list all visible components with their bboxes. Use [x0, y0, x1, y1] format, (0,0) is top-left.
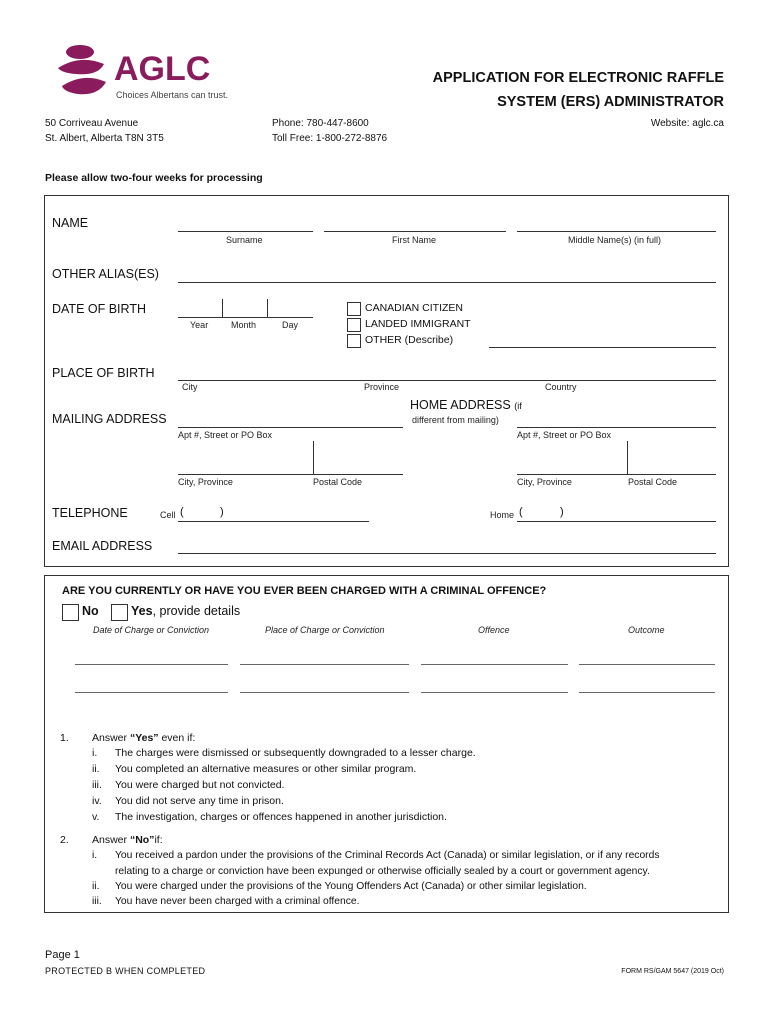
no-item-text: You have never been charged with a criminal offence. — [115, 896, 360, 907]
yes-item-num: iii. — [92, 779, 102, 791]
yes-item-num: ii. — [92, 763, 100, 775]
col-place-header: Place of Charge or Conviction — [265, 625, 385, 635]
home-paren-open: ( — [519, 506, 523, 518]
offence-field[interactable] — [421, 692, 568, 693]
dob-divider — [222, 299, 223, 317]
no-checkbox[interactable] — [62, 604, 79, 621]
yes-item-text: You did not serve any time in prison. — [115, 795, 284, 807]
first-name-caption: First Name — [392, 235, 437, 245]
yes-text: Yes — [131, 604, 153, 618]
logo-text: AGLC — [114, 50, 211, 88]
yes-label — [131, 604, 240, 618]
home-address-label — [410, 398, 522, 412]
offence-field[interactable] — [421, 664, 568, 665]
yes-item — [92, 779, 284, 791]
home-street-caption: Apt #, Street or PO Box — [517, 430, 612, 440]
col-outcome-header: Outcome — [628, 625, 665, 635]
mailing-city-caption: City, Province — [178, 477, 233, 487]
no-item-text: You received a pardon under the provisions of the Criminal Records Act (Canada) or similar legislation, or if any records — [115, 850, 660, 861]
home-postal-caption: Postal Code — [628, 477, 678, 487]
no-item — [92, 881, 587, 892]
phone: Phone: 780-447-8600 — [272, 118, 369, 129]
yes-even-if: even if: — [161, 732, 196, 744]
aglc-logo — [52, 40, 262, 104]
aglc-logo-mark — [52, 42, 114, 102]
day-caption: Day — [282, 320, 299, 330]
yes-checkbox[interactable] — [111, 604, 128, 621]
alias-label: OTHER ALIAS(ES) — [52, 267, 159, 281]
answer-prefix: Answer — [92, 732, 128, 744]
home-paren-close: ) — [560, 506, 564, 518]
instruction-1-number: 1. — [60, 732, 69, 744]
city-caption: City — [182, 382, 198, 392]
dob-divider — [267, 299, 268, 317]
home-city-caption: City, Province — [517, 477, 572, 487]
mailing-postal-caption: Postal Code — [313, 477, 363, 487]
no-item-continued: relating to a charge or conviction have been expunged or otherwise officially sealed by a court or government agency. — [115, 866, 650, 877]
yes-item-text: You were charged but not convicted. — [115, 779, 285, 791]
mailing-street-field[interactable] — [178, 427, 403, 428]
home-phone-caption: Home — [490, 510, 515, 520]
no-item-num: ii. — [92, 881, 100, 892]
dob-field[interactable] — [178, 317, 313, 318]
no-item-text: You were charged under the provisions of the Young Offenders Act (Canada) or other similar legislation. — [115, 881, 587, 892]
personal-info-section — [44, 195, 729, 567]
yes-item-text: The charges were dismissed or subsequently downgraded to a lesser charge. — [115, 747, 476, 759]
other-status-label: OTHER (Describe) — [365, 334, 454, 346]
yes-quote: “Yes” — [129, 732, 159, 744]
surname-caption: Surname — [226, 235, 263, 245]
address-line1: 50 Corriveau Avenue — [45, 118, 139, 129]
cell-caption: Cell — [160, 510, 176, 520]
canadian-citizen-checkbox[interactable] — [347, 302, 361, 316]
yes-item — [92, 795, 284, 807]
form-title-line2: SYSTEM (ERS) ADMINISTRATOR — [497, 94, 724, 110]
other-status-checkbox[interactable] — [347, 334, 361, 348]
yes-item-text: The investigation, charges or offences happened in another jurisdiction. — [115, 811, 447, 823]
home-address-if: (if — [514, 401, 522, 411]
toll-free: Toll Free: 1-800-272-8876 — [272, 133, 388, 144]
mailing-city-field[interactable] — [178, 474, 403, 475]
website: Website: aglc.ca — [650, 118, 724, 129]
no-item — [92, 850, 659, 861]
yes-item-num: iv. — [92, 795, 102, 807]
month-caption: Month — [231, 320, 257, 330]
home-divider — [627, 441, 628, 474]
canadian-citizen-label: CANADIAN CITIZEN — [365, 302, 464, 314]
instruction-2-number: 2. — [60, 834, 69, 846]
yes-item-num: i. — [92, 747, 98, 759]
name-label: NAME — [52, 216, 89, 230]
country-caption: Country — [545, 382, 577, 392]
mailing-address-label: MAILING ADDRESS — [52, 412, 167, 426]
cell-paren-close: ) — [220, 506, 224, 518]
no-item-num: iii. — [92, 896, 102, 907]
instruction-1-heading — [92, 732, 195, 744]
home-phone-field[interactable] — [517, 521, 716, 522]
landed-immigrant-label: LANDED IMMIGRANT — [365, 318, 471, 330]
cell-phone-field[interactable] — [178, 521, 369, 522]
no-item — [92, 896, 359, 907]
charge-date-field[interactable] — [75, 692, 228, 693]
mailing-divider — [313, 441, 314, 474]
dob-label: DATE OF BIRTH — [52, 302, 146, 316]
instruction-2-heading — [92, 834, 163, 846]
home-address-title: HOME ADDRESS — [410, 398, 511, 412]
no-item-num: i. — [92, 850, 98, 861]
other-describe-field[interactable] — [489, 347, 716, 348]
yes-item — [92, 763, 416, 775]
home-street-field[interactable] — [517, 427, 716, 428]
yes-item-text: You completed an alternative measures or other similar program. — [115, 763, 417, 775]
province-caption: Province — [364, 382, 400, 392]
yes-item — [92, 747, 476, 759]
form-title-line1: APPLICATION FOR ELECTRONIC RAFFLE — [432, 70, 724, 86]
year-caption: Year — [190, 320, 209, 330]
yes-suffix: , provide details — [152, 604, 241, 618]
col-offence-header: Offence — [478, 625, 510, 635]
no-if: if: — [154, 834, 163, 846]
telephone-label: TELEPHONE — [52, 506, 128, 520]
processing-note: Please allow two-four weeks for processing — [45, 172, 263, 184]
alias-field[interactable] — [178, 282, 716, 283]
col-date-header: Date of Charge or Conviction — [93, 625, 210, 635]
home-address-note: different from mailing) — [412, 415, 499, 425]
mailing-street-caption: Apt #, Street or PO Box — [178, 430, 273, 440]
form-number: FORM RS/GAM 5647 (2019 Oct) — [621, 968, 724, 975]
surname-field[interactable] — [178, 231, 313, 232]
yes-item — [92, 811, 447, 823]
pob-field[interactable] — [178, 380, 716, 381]
answer-prefix: Answer — [92, 834, 128, 846]
no-quote: “No” — [129, 834, 155, 846]
charge-place-field[interactable] — [240, 692, 409, 693]
address-line2: St. Albert, Alberta T8N 3T5 — [45, 133, 164, 144]
no-label: No — [82, 604, 99, 618]
outcome-field[interactable] — [579, 664, 715, 665]
email-field[interactable] — [178, 553, 716, 554]
outcome-field[interactable] — [579, 692, 715, 693]
middle-name-field[interactable] — [517, 231, 716, 232]
pob-label: PLACE OF BIRTH — [52, 366, 155, 380]
logo-tagline: Choices Albertans can trust. — [116, 90, 229, 100]
landed-immigrant-checkbox[interactable] — [347, 318, 361, 332]
yes-item-num: v. — [92, 811, 100, 823]
protected-notice: PROTECTED B WHEN COMPLETED — [45, 966, 206, 976]
criminal-question: ARE YOU CURRENTLY OR HAVE YOU EVER BEEN CHARGED WITH A CRIMINAL OFFENCE? — [62, 585, 547, 597]
first-name-field[interactable] — [324, 231, 506, 232]
charge-date-field[interactable] — [75, 664, 228, 665]
middle-name-caption: Middle Name(s) (in full) — [568, 235, 662, 245]
charge-place-field[interactable] — [240, 664, 409, 665]
home-city-field[interactable] — [517, 474, 716, 475]
email-label: EMAIL ADDRESS — [52, 539, 153, 553]
cell-paren-open: ( — [180, 506, 184, 518]
page-number: Page 1 — [45, 949, 80, 961]
